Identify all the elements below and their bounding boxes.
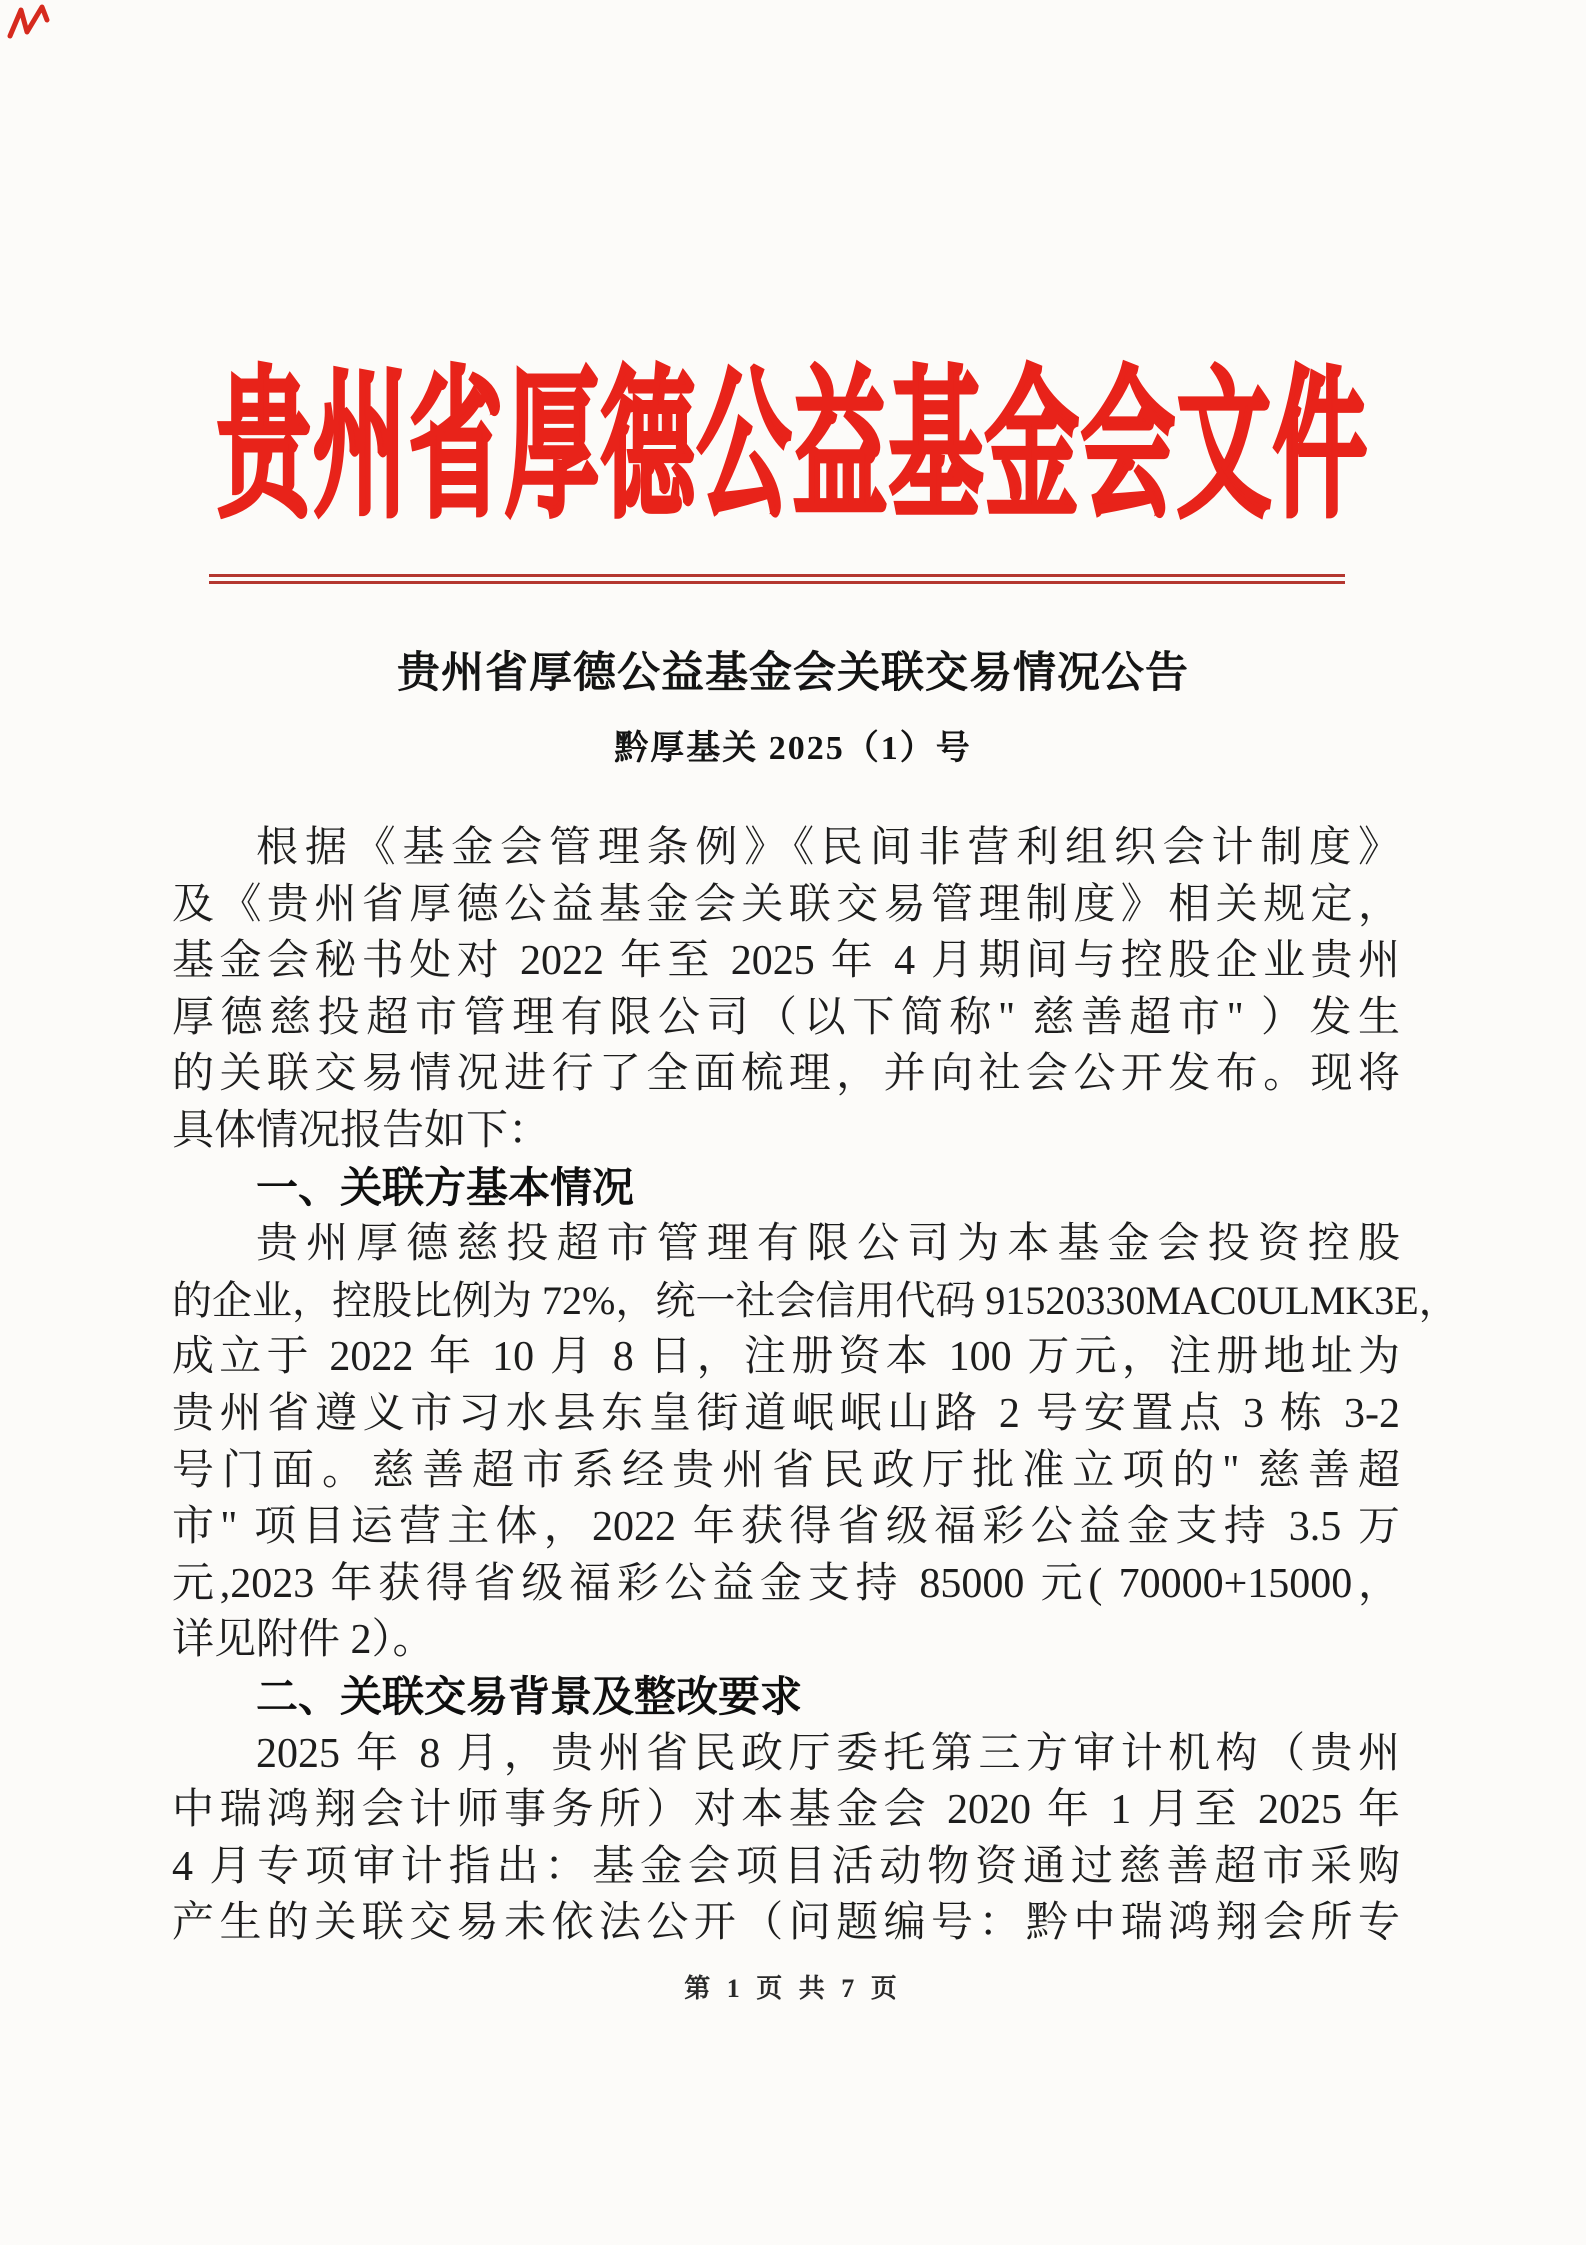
body-text-line: 元,2023 年获得省级福彩公益金支持 85000 元( 70000+15000，: [172, 1560, 1400, 1607]
body-text-line: 的关联交易情况进行了全面梳理，并向社会公开发布。现将: [172, 1051, 1400, 1098]
body-text-line: 号门面。慈善超市系经贵州省民政厅批准立项的" 慈善超: [172, 1447, 1400, 1494]
document-body: [172, 820, 1459, 1952]
body-text-line: 及《贵州省厚德公益基金会关联交易管理制度》相关规定，: [172, 881, 1400, 928]
document-title: 贵州省厚德公益基金会关联交易情况公告: [397, 650, 1189, 697]
body-text-line: 2025 年 8 月，贵州省民政厅委托第三方审计机构（贵州: [256, 1730, 1400, 1777]
letterhead-divider-rule: [209, 574, 1345, 584]
section-heading: 一、关联方基本情况: [256, 1163, 635, 1211]
body-text-line: 厚德慈投超市管理有限公司（以下简称" 慈善超市" ）发生: [172, 994, 1400, 1041]
body-text-line: 根据《基金会管理条例》《民间非营利组织会计制度》: [256, 825, 1400, 871]
corner-red-mark-icon: [6, 4, 52, 46]
section-heading: 二、关联交易背景及整改要求: [256, 1672, 803, 1720]
body-text-line: 成立于 2022 年 10 月 8 日，注册资本 100 万元，注册地址为: [172, 1334, 1400, 1381]
body-text-line: 市" 项目运营主体，2022 年获得省级福彩公益金支持 3.5 万: [172, 1504, 1400, 1551]
document-number: 黔厚基关 2025（1）号: [614, 730, 972, 767]
body-text-line: 具体情况报告如下：: [172, 1107, 551, 1154]
body-text-line: 基金会秘书处对 2022 年至 2025 年 4 月期间与控股企业贵州: [172, 938, 1400, 985]
body-text-line: 4 月专项审计指出：基金会项目活动物资通过慈善超市采购: [172, 1843, 1400, 1890]
page-footer: 第 1 页 共 7 页: [684, 1974, 902, 2003]
body-text-line: 贵州厚德慈投超市管理有限公司为本基金会投资控股: [256, 1221, 1400, 1268]
body-text-line: 中瑞鸿翔会计师事务所）对本基金会 2020 年 1 月至 2025 年: [172, 1787, 1400, 1834]
body-text-line: 贵州省遵义市习水县东皇街道岷岷山路 2 号安置点 3 栋 3-2: [172, 1390, 1400, 1437]
body-text-line: 详见附件 2）。: [172, 1617, 435, 1664]
body-text-line: 的企业，控股比例为 72%，统一社会信用代码 91520330MAC0ULMK3E，: [172, 1277, 1459, 1323]
letterhead-title: 贵州省厚德公益基金会文件: [216, 358, 1369, 538]
body-text-line: 产生的关联交易未依法公开（问题编号：黔中瑞鸿翔会所专: [172, 1900, 1400, 1947]
